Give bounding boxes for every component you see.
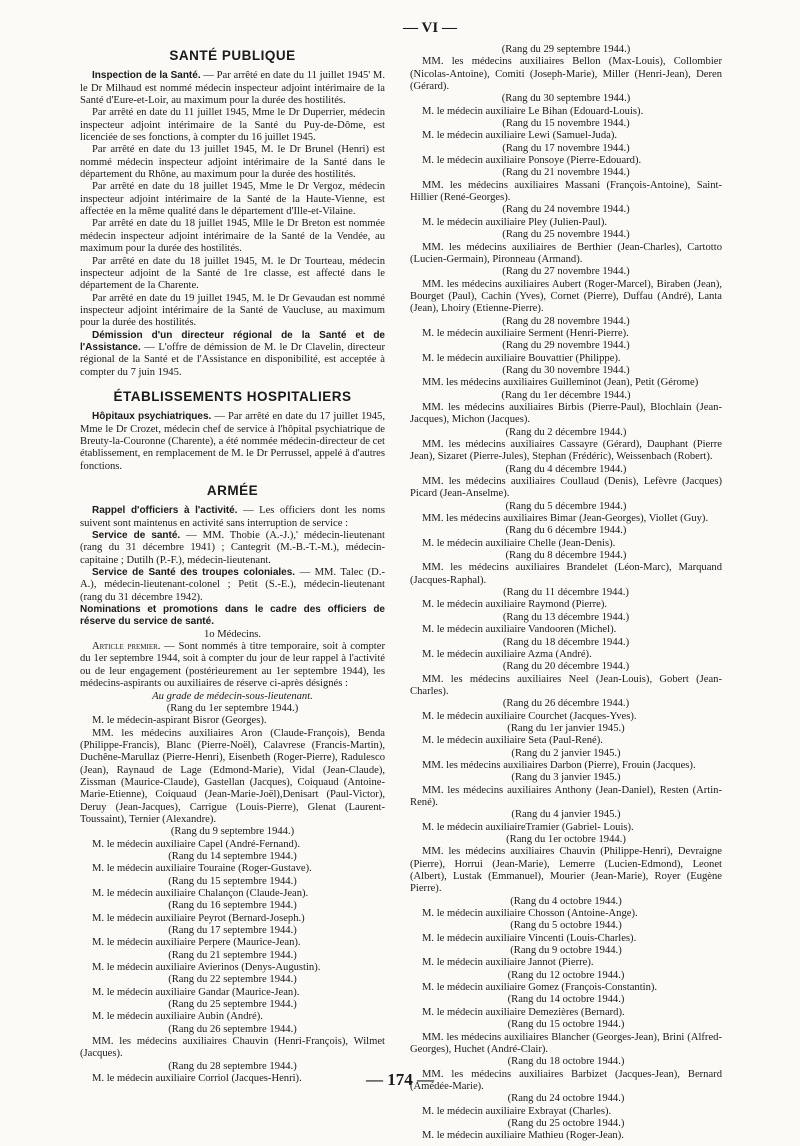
rang-date: (Rang du 15 septembre 1944.) — [168, 875, 297, 887]
paragraph-lead: Service de Santé des troupes coloniales. — [92, 567, 296, 579]
left-column — [80, 44, 385, 1086]
rang-date: (Rang du 17 septembre 1944.) — [168, 925, 297, 937]
nomination-entry: MM. les médecins auxiliaires Cassayre (Gérard), Dauphant (Pierre Jean), Sizaret (Pierre-Jules), Stephan (Frédéric), Weissenbach (Robert). — [410, 439, 722, 463]
rang-date: (Rang du 29 novembre 1944.) — [502, 340, 630, 352]
nomination-entry: M. le médecin auxiliaireTramier (Gabriel- Louis). — [422, 821, 634, 833]
paragraph — [80, 330, 385, 379]
nomination-entry: MM. les médecins auxiliaires Blancher (Georges-Jean), Brini (Alfred-Georges), Huchet (André-Clair). — [410, 1031, 722, 1055]
paragraph: Par arrêté en date du 18 juillet 1945, Mme le Dr Vergoz, médecin inspecteur adjoint intérimaire de la Santé de la Haute-Vienne, est affectée en la même qualité dans le département d'Ille-et-Vilaine. — [80, 181, 385, 218]
paragraph-text: — MM. Talec (D.-A.), médecin-lieutenant-colonel ; Petit (S.-E.), médecin-lieutenant (rang du 31 décembre 1942). — [80, 567, 386, 603]
rang-date: (Rang du 13 décembre 1944.) — [502, 611, 630, 623]
nomination-entry: MM. les médecins auxiliaires Aubert (Roger-Marcel), Biraben (Jean), Bourget (Paul), Cachin (Yves), Cornet (Pierre), Duffau (André), Lanta (Jean), Lhoiry (Etienne-Pierre). — [410, 278, 722, 315]
nomination-entry: MM. les médecins auxiliaires Bellon (Max-Louis), Collombier (Nicolas-Antoine), Comiti (Joseph-Marie), Miller (Henri-Jean), Deren (Gérard). — [410, 56, 722, 93]
rang-date: (Rang du 29 septembre 1944.) — [501, 44, 631, 55]
nomination-entry: M. le médecin auxiliaire Vandooren (Michel). — [422, 624, 617, 636]
nomination-entry: M. le médecin auxiliaire Raymond (Pierre). — [422, 599, 608, 611]
paragraph-lead: Hôpitaux psychiatriques. — [92, 411, 212, 423]
nomination-entry: M. le médecin auxiliaire Courchet (Jacques-Yves). — [422, 710, 637, 722]
rang-date: (Rang du 18 octobre 1944.) — [507, 1056, 625, 1068]
rang-date: (Rang du 1er décembre 1944.) — [501, 389, 631, 401]
nomination-entry: M. le médecin auxiliaire Mathieu (Roger-Jean). — [422, 1130, 624, 1142]
nomination-entry: MM. les médecins auxiliaires Massani (François-Antoine), Saint-Hillier (René-Georges). — [410, 179, 722, 204]
paragraph-text: — Les officiers dont les noms suivent sont maintenus en activité sans interruption de service : — [80, 505, 385, 529]
nomination-entry: M. le médecin auxiliaire Serment (Henri-Pierre). — [422, 327, 629, 339]
rang-date: (Rang du 5 décembre 1944.) — [505, 500, 627, 512]
nomination-entry: MM. les médecins auxiliaires Bimar (Jean-Georges), Viollet (Guy). — [422, 513, 709, 525]
rang-date: (Rang du 6 décembre 1944.) — [505, 525, 627, 537]
nomination-entry: M. le médecin auxiliaire Jannot (Pierre). — [422, 957, 594, 969]
right-column — [410, 44, 722, 1143]
nomination-entry: M. le médecin auxiliaire Corriol (Jacques-Henri). — [92, 1073, 302, 1085]
rang-date: (Rang du 2 janvier 1945.) — [511, 747, 621, 759]
nomination-entry: M. le médecin auxiliaire Demezières (Bernard). — [422, 1006, 625, 1018]
rang-date: (Rang du 28 novembre 1944.) — [502, 315, 630, 327]
nomination-entry: MM. les médecins auxiliaires Brandelet (Léon-Marc), Marquand (Jacques-Raphal). — [410, 562, 722, 586]
rang-date: (Rang du 17 novembre 1944.) — [502, 142, 630, 154]
nomination-entry: M. le médecin auxiliaire Exbrayat (Charles). — [422, 1105, 612, 1117]
nomination-list-left — [80, 703, 385, 1086]
paragraph-text: — Par arrêté en date du 11 juillet 1945' M. le Dr Milhaud est nommé médecin inspecteur adjoint intérimaire de la Santé d'Eure-et-Loir, au maximum pour la durée des hostilités. — [80, 70, 385, 107]
section-heading-armee: ARMÉE — [206, 483, 259, 498]
rang-date: (Rang du 2 décembre 1944.) — [505, 426, 627, 438]
rang-date: (Rang du 3 janvier 1945.) — [511, 772, 621, 784]
nomination-entry: M. le médecin auxiliaire Le Bihan (Edouard-Louis). — [422, 105, 644, 117]
rang-date: (Rang du 9 octobre 1944.) — [510, 945, 622, 957]
grade-heading: Au grade de médecin-sous-lieutenant. — [152, 690, 313, 702]
nomination-entry: MM. les médecins auxiliaires Aron (Claude-François), Benda (Philippe-Francis), Blanc (Pierre-Noël), Calavrese (Francis-Martin), Duchêne-Marullaz (Pierre-Henri), Eisenbeth (Roger-Pierre), Radulesco (Jean), Raynaud de Lage (Edmond-Marie), Vidal (Jean-Claude), Zissman (Maurice-Claude), Gastellan (Jacques), Coiquaud (Antoine-Marie-Etienne), Coiquaud (Jean-Marie-Joël),Denisart (Paul-Victor), Deruy (Jean-Jacques), Carrigue (Louis-Pierre), Glenat (Laurent-Toussaint), Ternier (Alexandre). — [80, 727, 385, 825]
paragraph — [80, 505, 385, 530]
nomination-entry: M. le médecin auxiliaire Touraine (Roger-Gustave). — [92, 863, 312, 875]
nomination-entry: MM. les médecins auxiliaires Guilleminot (Jean), Petit (Gérome) — [422, 377, 699, 389]
rang-date: (Rang du 9 septembre 1944.) — [170, 826, 295, 838]
section-heading-etablissements: ÉTABLISSEMENTS HOSPITALIERS — [113, 388, 352, 404]
paragraph: Par arrêté en date du 18 juillet 1945, Mlle le Dr Breton est nommée médecin inspecteur adjoint intérimaire de la Santé de la Vendée, au maximum pour la durée des hostilités. — [80, 218, 385, 255]
nomination-entry: M. le médecin auxiliaire Ponsoye (Pierre-Edouard). — [422, 155, 642, 167]
rang-date: (Rang du 15 novembre 1944.) — [502, 118, 630, 130]
paragraph: Par arrêté en date du 13 juillet 1945, M. le Dr Brunel (Henri) est nommé médecin inspecteur adjoint intérimaire de la Santé dans le département du Rhône, au maximum pour la durée des hostilités. — [80, 144, 385, 181]
nomination-entry: M. le médecin auxiliaire Aubin (André). — [92, 1011, 263, 1023]
rang-date: (Rang du 18 décembre 1944.) — [502, 636, 630, 648]
nomination-entry: MM. les médecins auxiliaires Coullaud (Denis), Lefèvre (Jacques) Picard (Jean-Anselme). — [410, 476, 722, 500]
rang-date: (Rang du 25 novembre 1944.) — [502, 229, 630, 241]
nomination-entry: M. le médecin auxiliaire Chelle (Jean-Denis). — [422, 537, 616, 549]
rang-date: (Rang du 1er octobre 1944.) — [506, 834, 626, 845]
nomination-entry: M. le médecin auxiliaire Chalançon (Claude-Jean). — [92, 888, 309, 899]
page-folio-bottom: — 174 — — [366, 1070, 434, 1089]
rang-date: (Rang du 4 décembre 1944.) — [505, 463, 627, 475]
nomination-entry: MM. les médecins auxiliaires Birbis (Pierre-Paul), Blochlain (Jean-Jacques), Michon (Jacques). — [410, 401, 722, 426]
paragraph — [80, 411, 385, 473]
article-label: Article premier. — [92, 641, 161, 653]
nomination-entry: M. le médecin-aspirant Bisror (Georges). — [92, 715, 267, 727]
paragraph: Par arrêté en date du 11 juillet 1945, Mme le Dr Duperrier, médecin inspecteur adjoint intérimaire de la Santé du Puy-de-Dôme, est licenciée de ses fonctions, à compter du 16 juillet 1945. — [80, 107, 385, 144]
subheading-medecins: 1o Médecins. — [203, 628, 262, 640]
nomination-entry: M. le médecin auxiliaire Peyrot (Bernard-Joseph.) — [92, 912, 305, 924]
page-folio-top: — VI — — [403, 20, 457, 36]
rang-date: (Rang du 14 septembre 1944.) — [168, 850, 297, 862]
rang-date: (Rang du 27 novembre 1944.) — [502, 266, 630, 278]
paragraph-lead: Inspection de la Santé. — [92, 70, 201, 82]
nomination-entry: M. le médecin auxiliaire Lewi (Samuel-Juda). — [422, 130, 618, 142]
nomination-entry: MM. les médecins auxiliaires Anthony (Jean-Daniel), Resten (Artin-René). — [410, 784, 722, 808]
rang-date: (Rang du 4 octobre 1944.) — [510, 895, 622, 907]
rang-date: (Rang du 24 octobre 1944.) — [507, 1093, 625, 1105]
nomination-entry: MM. les médecins auxiliaires Darbon (Pierre), Frouin (Jacques). — [422, 759, 696, 771]
nomination-entry: M. le médecin auxiliaire Azma (André). — [422, 648, 592, 660]
paragraph-lead: Rappel d'officiers à l'activité. — [92, 505, 238, 517]
nomination-entry: M. le médecin auxiliaire Vincenti (Louis-Charles). — [422, 932, 637, 944]
rang-date: (Rang du 28 septembre 1944.) — [168, 1060, 297, 1072]
rang-date: (Rang du 15 octobre 1944.) — [507, 1019, 625, 1031]
paragraph-text: — Par arrêté en date du 17 juillet 1945, Mme le Dr Crozet, médecin chef de service à l'hôpital psychiatrique de Breuty-la-Couronne (Charente), a été nommée médecin-directeur de cet établissement, en remplacement de M. le Dr Perrussel, appelé à d'autres fonctions. — [80, 411, 385, 472]
rang-date: (Rang du 1er janvier 1945.) — [507, 722, 625, 734]
nomination-entry: MM. les médecins auxiliaires Chauvin (Philippe-Henri), Devraigne (Pierre), Horrui (Jean-Marie), Lemerre (Lucien-Edmond), Leonet (Albert), Lustak (Emmanuel), Mourier (Jean-Marie), Royer (Eugène Pierre). — [410, 846, 722, 895]
paragraph — [80, 641, 385, 690]
paragraph — [80, 567, 385, 604]
nomination-entry: M. le médecin auxiliaire Capel (André-Fernand). — [92, 838, 300, 850]
nomination-entry: M. le médecin auxiliaire Gomez (François-Constantin). — [422, 982, 658, 994]
paragraph — [80, 70, 385, 107]
rang-date: (Rang du 30 septembre 1944.) — [501, 93, 631, 105]
rang-date: (Rang du 11 décembre 1944.) — [503, 587, 629, 599]
nomination-entry: M. le médecin auxiliaire Perpere (Maurice-Jean). — [92, 937, 301, 949]
nomination-list-right — [410, 44, 722, 1143]
paragraph-lead: Démission d'un directeur régional de la Santé et de l'Assistance. — [80, 329, 385, 353]
paragraph-text: — MM. Thobie (A.-J.),' médecin-lieutenant (rang du 31 décembre 1941) ; Cantegrit (M.-B.-T.-M.), médecin-capitaine ; Dutilh (P.-F.), médecin-lieutenant. — [80, 530, 385, 566]
rang-date: (Rang du 8 décembre 1944.) — [505, 550, 627, 562]
rang-date: (Rang du 25 octobre 1944.) — [507, 1117, 625, 1129]
nomination-entry: M. le médecin auxiliaire Bouvattier (Philippe). — [422, 352, 621, 364]
nomination-entry: MM. les médecins auxiliaires Neel (Jean-Louis), Gobert (Jean-Charles). — [410, 673, 722, 697]
rang-date: (Rang du 21 septembre 1944.) — [168, 949, 297, 961]
paragraph: Par arrêté en date du 18 juillet 1945, M. le Dr Tourteau, médecin inspecteur adjoint de la Santé de 1re classe, est affecté dans le département de la Charente. — [80, 255, 385, 292]
rang-date: (Rang du 24 novembre 1944.) — [502, 204, 630, 216]
rang-date: (Rang du 4 janvier 1945.) — [511, 809, 621, 821]
nomination-entry: MM. les médecins auxiliaires de Berthier (Jean-Charles), Cartotto (Lucien-Germain), Pironneau (Armand). — [410, 241, 722, 265]
paragraph-lead: Service de santé. — [92, 530, 181, 542]
nomination-entry: MM. les médecins auxiliaires Chauvin (Henri-François), Wilmet (Jacques). — [80, 1036, 385, 1060]
rang-date: (Rang du 26 décembre 1944.) — [502, 698, 630, 710]
section-heading-sante: SANTÉ PUBLIQUE — [169, 48, 296, 63]
rang-date: (Rang du 14 octobre 1944.) — [507, 994, 625, 1006]
nomination-entry: M. le médecin auxiliaire Pley (Julien-Paul). — [422, 216, 608, 228]
rang-date: (Rang du 25 septembre 1944.) — [168, 999, 297, 1011]
nomination-entry: M. le médecin auxiliaire Seta (Paul-René). — [422, 735, 603, 747]
rang-date: (Rang du 30 novembre 1944.) — [502, 364, 630, 376]
rang-date: (Rang du 21 novembre 1944.) — [502, 167, 630, 179]
rang-date: (Rang du 16 septembre 1944.) — [168, 900, 297, 912]
nomination-entry: M. le médecin auxiliaire Gandar (Maurice-Jean). — [92, 986, 300, 998]
rang-date: (Rang du 5 octobre 1944.) — [510, 920, 622, 932]
paragraph: Par arrêté en date du 19 juillet 1945, M. le Dr Gevaudan est nommé inspecteur adjoint intérimaire de la Santé de Vaucluse, au maximum pour la durée des hostilités. — [80, 292, 385, 329]
rang-date: (Rang du 26 septembre 1944.) — [168, 1023, 297, 1035]
nomination-entry: M. le médecin auxiliaire Chosson (Antoine-Ange). — [422, 908, 638, 920]
nomination-entry: M. le médecin auxiliaire Avierinos (Denys-Augustin). — [92, 962, 321, 974]
rang-date: (Rang du 1er septembre 1944.) — [166, 702, 299, 714]
paragraph-text: — Sont nommés à titre temporaire, soit à compter du 1er septembre 1944, soit à compter du jour de leur rappel à l'activité ou de leur engagement (postérieurement au 1er septembre 1944), les médecins-aspirants ou auxiliaires de réserve ci-après désignés : — [80, 641, 385, 690]
rang-date: (Rang du 22 septembre 1944.) — [168, 974, 297, 986]
rang-date: (Rang du 12 octobre 1944.) — [507, 969, 625, 981]
paragraph — [80, 530, 385, 567]
paragraph-text: — L'offre de démission de M. le Dr Clavelin, directeur régional de la Santé et de l'Assistance en disponibilité, est acceptée à compter du 7 juin 1945. — [80, 341, 385, 378]
nomination-entry: MM. les médecins auxiliaires Barbizet (Jacques-Jean), Bernard (Amédée-Marie). — [410, 1068, 722, 1092]
paragraph: Nominations et promotions dans le cadre des officiers de réserve du service de santé. — [80, 604, 385, 628]
rang-date: (Rang du 20 décembre 1944.) — [502, 661, 630, 673]
